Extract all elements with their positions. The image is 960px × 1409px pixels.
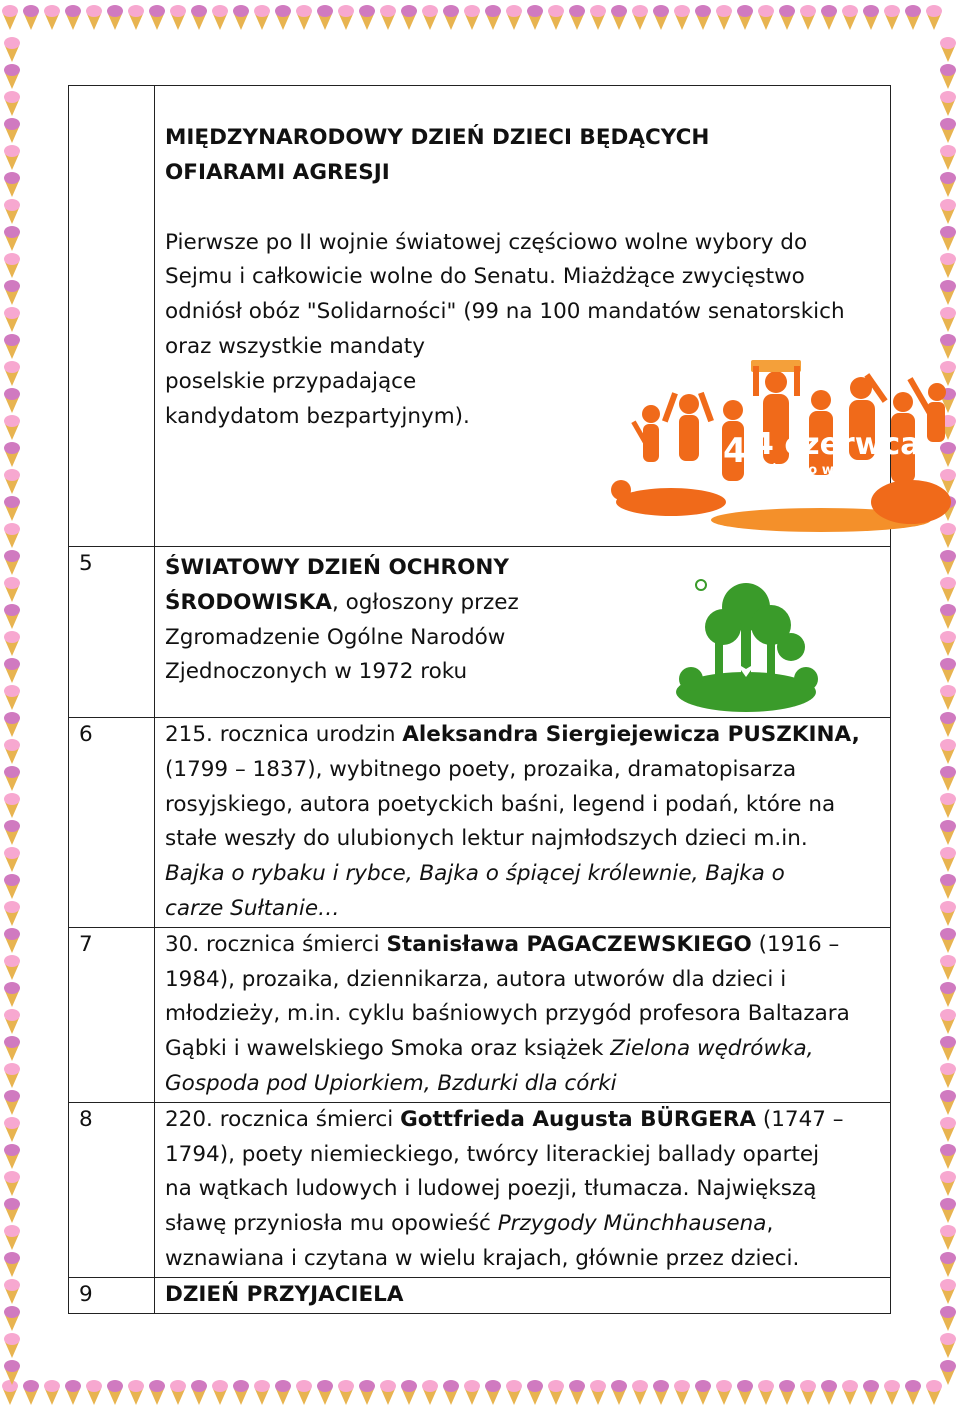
ice-cream-cone-icon (940, 1063, 956, 1088)
ice-cream-cone-icon (940, 739, 956, 764)
ice-cream-cone-icon (485, 1380, 501, 1405)
ice-cream-cone-icon (506, 1380, 522, 1405)
ice-cream-cone-icon (940, 1144, 956, 1169)
ice-cream-cone-icon (212, 5, 228, 30)
ice-cream-cone-icon (317, 1380, 333, 1405)
top-ice-cream-border (0, 0, 960, 34)
content-cell: 220. rocznica śmierci Gottfrieda Augusta BÜRGERA (1747 – 1794), poety niemieckiego, twórcy literackiej ballady opartej na wątkach ludowych i ludowej poezji, tłumacza. Największą sławę przyniosła mu opowieść Przygody Münchhausena, wznawiana i czytana w wielu krajach, głównie przez dzieci. (155, 1102, 891, 1277)
ice-cream-cone-icon (940, 955, 956, 980)
bottom-ice-cream-border (0, 1375, 960, 1409)
ice-cream-cone-icon (128, 1380, 144, 1405)
ice-cream-cone-icon (632, 5, 648, 30)
ice-cream-cone-icon (940, 1117, 956, 1142)
ice-cream-cone-icon (359, 5, 375, 30)
ice-cream-cone-icon (527, 1380, 543, 1405)
ice-cream-cone-icon (940, 1279, 956, 1304)
ice-cream-cone-icon (940, 199, 956, 224)
ice-cream-cone-icon (254, 5, 270, 30)
ice-cream-cone-icon (275, 1380, 291, 1405)
ice-cream-cone-icon (4, 361, 20, 386)
environment-day-logo (671, 567, 821, 717)
ice-cream-cone-icon (590, 5, 606, 30)
ice-cream-cone-icon (884, 1380, 900, 1405)
ice-cream-cone-icon (884, 5, 900, 30)
ice-cream-cone-icon (401, 5, 417, 30)
ice-cream-cone-icon (4, 1252, 20, 1277)
ice-cream-cone-icon (940, 1333, 956, 1358)
event-heading: MIĘDZYNARODOWY DZIEŃ DZIECI BĘDĄCYCH OFIARAMI AGRESJI (165, 125, 710, 185)
ice-cream-cone-icon (737, 5, 753, 30)
ice-cream-cone-icon (940, 604, 956, 629)
ice-cream-cone-icon (4, 145, 20, 170)
ice-cream-cone-icon (940, 226, 956, 251)
ice-cream-cone-icon (653, 5, 669, 30)
ice-cream-cone-icon (569, 5, 585, 30)
day-cell (69, 86, 155, 547)
ice-cream-cone-icon (4, 982, 20, 1007)
ice-cream-cone-icon (737, 1380, 753, 1405)
ice-cream-cone-icon (4, 1306, 20, 1331)
ice-cream-cone-icon (674, 1380, 690, 1405)
ice-cream-cone-icon (506, 5, 522, 30)
ice-cream-cone-icon (863, 5, 879, 30)
day-cell: 5 (69, 547, 155, 718)
ice-cream-cone-icon (905, 5, 921, 30)
ice-cream-cone-icon (940, 1360, 956, 1385)
ice-cream-cone-icon (4, 1144, 20, 1169)
ice-cream-cone-icon (940, 847, 956, 872)
ice-cream-cone-icon (940, 307, 956, 332)
content-cell (155, 547, 891, 718)
ice-cream-cone-icon (4, 550, 20, 575)
ice-cream-cone-icon (4, 1360, 20, 1385)
ice-cream-cone-icon (4, 388, 20, 413)
ice-cream-cone-icon (821, 5, 837, 30)
ice-cream-cone-icon (548, 5, 564, 30)
ice-cream-cone-icon (4, 1009, 20, 1034)
ice-cream-cone-icon (212, 1380, 228, 1405)
ice-cream-cone-icon (4, 199, 20, 224)
table-row (69, 1277, 891, 1313)
ice-cream-cone-icon (863, 1380, 879, 1405)
ice-cream-cone-icon (653, 1380, 669, 1405)
ice-cream-cone-icon (443, 5, 459, 30)
ice-cream-cone-icon (4, 793, 20, 818)
ice-cream-cone-icon (940, 280, 956, 305)
ice-cream-cone-icon (940, 1198, 956, 1223)
ice-cream-cone-icon (191, 5, 207, 30)
ice-cream-cone-icon (254, 1380, 270, 1405)
ice-cream-cone-icon (107, 5, 123, 30)
ice-cream-cone-icon (4, 658, 20, 683)
ice-cream-cone-icon (4, 334, 20, 359)
ice-cream-cone-icon (4, 1117, 20, 1142)
ice-cream-cone-icon (940, 1306, 956, 1331)
ice-cream-cone-icon (4, 1171, 20, 1196)
ice-cream-cone-icon (4, 64, 20, 89)
ice-cream-cone-icon (359, 1380, 375, 1405)
ice-cream-cone-icon (940, 118, 956, 143)
ice-cream-cone-icon (940, 928, 956, 953)
ice-cream-cone-icon (4, 631, 20, 656)
ice-cream-cone-icon (4, 1036, 20, 1061)
ice-cream-cone-icon (940, 550, 956, 575)
ice-cream-cone-icon (44, 5, 60, 30)
ice-cream-cone-icon (548, 1380, 564, 1405)
ice-cream-cone-icon (590, 1380, 606, 1405)
table-row (69, 718, 891, 928)
ice-cream-cone-icon (464, 1380, 480, 1405)
ice-cream-cone-icon (940, 1252, 956, 1277)
ice-cream-cone-icon (44, 1380, 60, 1405)
ice-cream-cone-icon (296, 1380, 312, 1405)
ice-cream-cone-icon (940, 874, 956, 899)
ice-cream-cone-icon (170, 1380, 186, 1405)
ice-cream-cone-icon (940, 685, 956, 710)
ice-cream-cone-icon (464, 5, 480, 30)
ice-cream-cone-icon (296, 5, 312, 30)
ice-cream-cone-icon (4, 496, 20, 521)
ice-cream-cone-icon (940, 64, 956, 89)
ice-cream-cone-icon (4, 955, 20, 980)
event-description: ŚWIATOWY DZIEŃ OCHRONY ŚRODOWISKA, ogłoszony przez Zgromadzenie Ogólne Narodów Zjednoczonych w 1972 roku (165, 555, 519, 685)
ice-cream-cone-icon (4, 37, 20, 62)
ice-cream-cone-icon (940, 982, 956, 1007)
ice-cream-cone-icon (527, 5, 543, 30)
table-row (69, 86, 891, 547)
ice-cream-cone-icon (716, 5, 732, 30)
ice-cream-cone-icon (23, 5, 39, 30)
table-row (69, 1102, 891, 1277)
ice-cream-cone-icon (905, 1380, 921, 1405)
ice-cream-cone-icon (23, 1380, 39, 1405)
ice-cream-cone-icon (4, 1090, 20, 1115)
ice-cream-cone-icon (4, 820, 20, 845)
ice-cream-cone-icon (338, 1380, 354, 1405)
ice-cream-cone-icon (170, 5, 186, 30)
ice-cream-cone-icon (940, 1036, 956, 1061)
ice-cream-cone-icon (940, 820, 956, 845)
ice-cream-cone-icon (4, 280, 20, 305)
ice-cream-cone-icon (569, 1380, 585, 1405)
ice-cream-cone-icon (4, 118, 20, 143)
ice-cream-cone-icon (940, 37, 956, 62)
ice-cream-cone-icon (940, 631, 956, 656)
ice-cream-cone-icon (611, 1380, 627, 1405)
ice-cream-cone-icon (65, 5, 81, 30)
ice-cream-cone-icon (4, 226, 20, 251)
ice-cream-cone-icon (65, 1380, 81, 1405)
ice-cream-cone-icon (940, 712, 956, 737)
calendar-table (68, 85, 921, 1314)
day-cell: 6 (69, 718, 155, 928)
ice-cream-cone-icon (422, 5, 438, 30)
right-ice-cream-border (936, 0, 960, 1409)
left-ice-cream-border (0, 0, 24, 1409)
content-cell (155, 1277, 891, 1313)
ice-cream-cone-icon (716, 1380, 732, 1405)
ice-cream-cone-icon (4, 1333, 20, 1358)
event-heading: DZIEŃ PRZYJACIELA (165, 1281, 404, 1307)
ice-cream-cone-icon (940, 91, 956, 116)
ice-cream-cone-icon (4, 766, 20, 791)
ice-cream-cone-icon (940, 172, 956, 197)
ice-cream-cone-icon (611, 5, 627, 30)
ice-cream-cone-icon (842, 1380, 858, 1405)
ice-cream-cone-icon (758, 5, 774, 30)
ice-cream-cone-icon (940, 901, 956, 926)
ice-cream-cone-icon (632, 1380, 648, 1405)
ice-cream-cone-icon (4, 928, 20, 953)
ice-cream-cone-icon (800, 5, 816, 30)
ice-cream-cone-icon (4, 307, 20, 332)
content-cell: 215. rocznica urodzin Aleksandra Siergiejewicza PUSZKINA, (1799 – 1837), wybitnego poety, prozaika, dramatopisarza rosyjskiego, autora poetyckich baśni, legend i podań, które na stałe weszły do ulubionych lektur najmłodszych dzieci m.in. Bajka o rybaku i rybce, Bajka o śpiącej królewnie, Bajka o carze Sułtanie… (155, 718, 891, 928)
table-row (69, 927, 891, 1102)
content-cell: 30. rocznica śmierci Stanisława PAGACZEWSKIEGO (1916 – 1984), prozaika, dziennikarza, autora utworów dla dzieci i młodzieży, m.in. cyklu baśniowych przygód profesora Baltazara Gąbki i wawelskiego Smoka oraz książek Zielona wędrówka, Gospoda pod Upiorkiem, Bzdurki dla córki (155, 927, 891, 1102)
day-cell: 9 (69, 1277, 155, 1313)
ice-cream-cone-icon (4, 415, 20, 440)
svg-text:4: 4 (723, 431, 747, 471)
ice-cream-cone-icon (695, 1380, 711, 1405)
ice-cream-cone-icon (422, 1380, 438, 1405)
ice-cream-cone-icon (4, 712, 20, 737)
ice-cream-cone-icon (940, 145, 956, 170)
ice-cream-cone-icon (149, 1380, 165, 1405)
table-row (69, 547, 891, 718)
ice-cream-cone-icon (4, 91, 20, 116)
ice-cream-cone-icon (940, 1090, 956, 1115)
ice-cream-cone-icon (4, 1063, 20, 1088)
ice-cream-cone-icon (674, 5, 690, 30)
ice-cream-cone-icon (191, 1380, 207, 1405)
ice-cream-cone-icon (4, 442, 20, 467)
ice-cream-cone-icon (758, 1380, 774, 1405)
ice-cream-cone-icon (940, 766, 956, 791)
ice-cream-cone-icon (338, 5, 354, 30)
ice-cream-cone-icon (485, 5, 501, 30)
ice-cream-cone-icon (940, 658, 956, 683)
ice-cream-cone-icon (940, 253, 956, 278)
ice-cream-cone-icon (4, 874, 20, 899)
ice-cream-cone-icon (821, 1380, 837, 1405)
ice-cream-cone-icon (940, 1225, 956, 1250)
ice-cream-cone-icon (4, 604, 20, 629)
logo-subtitle: święto wolności (769, 463, 886, 478)
ice-cream-cone-icon (940, 793, 956, 818)
ice-cream-cone-icon (4, 523, 20, 548)
ice-cream-cone-icon (233, 1380, 249, 1405)
ice-cream-cone-icon (695, 5, 711, 30)
day-cell: 8 (69, 1102, 155, 1277)
ice-cream-cone-icon (4, 172, 20, 197)
ice-cream-cone-icon (800, 1380, 816, 1405)
ice-cream-cone-icon (842, 5, 858, 30)
ice-cream-cone-icon (4, 1279, 20, 1304)
ice-cream-cone-icon (4, 577, 20, 602)
ice-cream-cone-icon (4, 901, 20, 926)
ice-cream-cone-icon (940, 577, 956, 602)
ice-cream-cone-icon (317, 5, 333, 30)
ice-cream-cone-icon (779, 5, 795, 30)
logo-title: 4 czerwca (753, 427, 921, 462)
ice-cream-cone-icon (149, 5, 165, 30)
ice-cream-cone-icon (4, 739, 20, 764)
ice-cream-cone-icon (401, 1380, 417, 1405)
ice-cream-cone-icon (779, 1380, 795, 1405)
ice-cream-cone-icon (107, 1380, 123, 1405)
ice-cream-cone-icon (940, 1009, 956, 1034)
ice-cream-cone-icon (4, 1225, 20, 1250)
content-cell (155, 86, 921, 547)
ice-cream-cone-icon (275, 5, 291, 30)
day-cell: 7 (69, 927, 155, 1102)
event-description: Pierwsze po II wojnie światowej częściowo wolne wybory do Sejmu i całkowicie wolne do Senatu. Miażdżące zwycięstwo odniósł obóz "Solidarności" (99 na 100 mandatów senatorskich oraz wszystkie mandaty poselskie przypadające kandydatom bezpartyjnym). (165, 229, 845, 429)
ice-cream-cone-icon (86, 1380, 102, 1405)
ice-cream-cone-icon (4, 469, 20, 494)
ice-cream-cone-icon (380, 5, 396, 30)
freedom-day-logo (611, 352, 959, 542)
ice-cream-cone-icon (4, 1198, 20, 1223)
ice-cream-cone-icon (128, 5, 144, 30)
ice-cream-cone-icon (443, 1380, 459, 1405)
ice-cream-cone-icon (233, 5, 249, 30)
ice-cream-cone-icon (86, 5, 102, 30)
ice-cream-cone-icon (4, 253, 20, 278)
ice-cream-cone-icon (4, 847, 20, 872)
ice-cream-cone-icon (940, 1171, 956, 1196)
ice-cream-cone-icon (380, 1380, 396, 1405)
ice-cream-cone-icon (4, 685, 20, 710)
